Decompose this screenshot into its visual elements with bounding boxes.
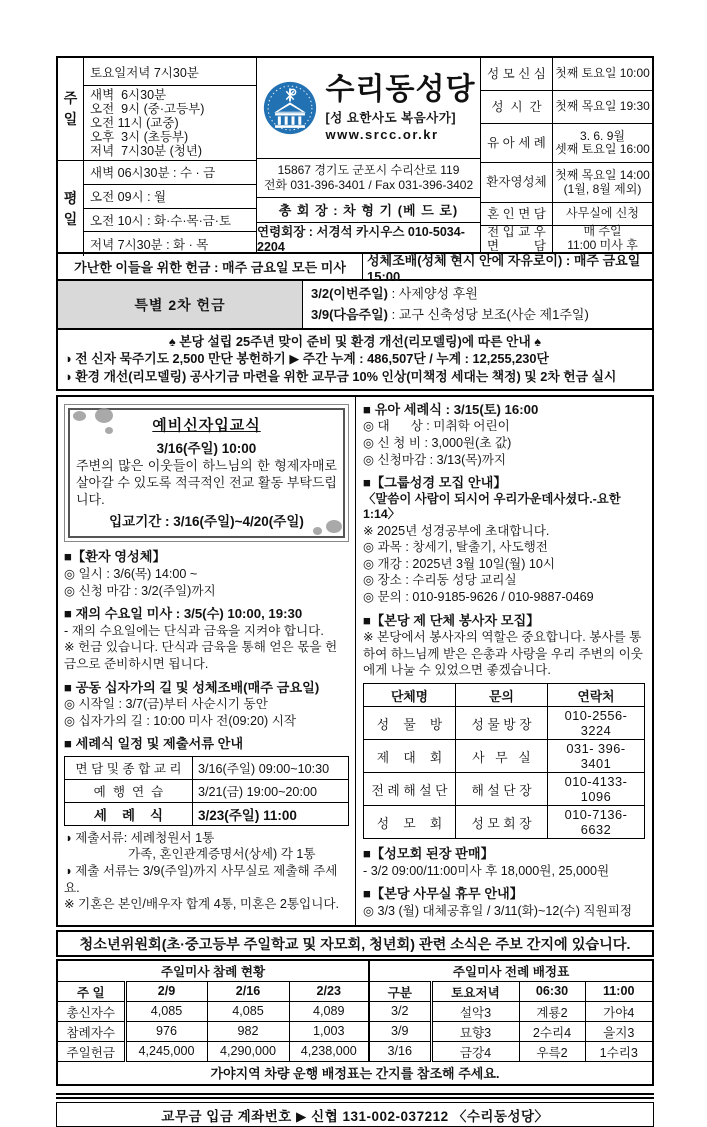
adoration-info: 성체조배(성체 현시 안에 자유로이) : 매주 금요일 15:00 <box>367 252 641 284</box>
volunteers-desc: ※ 본당에서 봉사자의 역할은 중요합니다. 봉사를 통하여 하느님께 받은 은총과 사랑을 우리 주변의 이웃에게 나눌 수 있었으면 좋겠습니다. <box>363 630 643 678</box>
schedule-row <box>481 203 652 226</box>
baptism-section <box>64 736 349 913</box>
table-row <box>364 707 645 740</box>
stats-header-row <box>57 981 653 1001</box>
weekday-label: 평일 <box>58 161 84 256</box>
purgatory-chairman: 연령회장 : 서경석 카시우스 010-5034-2204 <box>257 222 480 252</box>
baptism-row-value: 3/23(주일) 11:00 <box>193 802 349 825</box>
liturgy-title: 주일미사 전례 배정표 <box>369 960 653 981</box>
stations-section <box>64 680 349 730</box>
note-line: ◑ 제출 서류는 3/9(주일)까지 사무실로 제출해 주세요. <box>64 863 338 895</box>
infant-baptism-section <box>363 402 645 468</box>
section-line: ◎ 대 상 : 미취학 어린이 <box>363 419 510 434</box>
section-line: ◎ 신청 마감 : 3/2(주일)까지 <box>64 583 216 598</box>
contact-role: 성 물 방 장 <box>456 707 548 740</box>
stat-value: 4,245,000 <box>125 1041 207 1061</box>
bible-verse: 〈말씀이 사람이 되시어 우리가운데사셨다.-요한1:14〉 <box>363 491 621 522</box>
assignment-value: 가야4 <box>585 1001 653 1021</box>
assignment-value: 2수리4 <box>519 1021 585 1041</box>
double-rule-divider <box>56 1093 654 1099</box>
contact-phone: 010-7136-6632 <box>548 806 645 839</box>
column-header: 2/9 <box>125 981 207 1001</box>
stats-data-row <box>57 1041 653 1061</box>
shuttle-note: 가야지역 차량 운행 배정표는 간지를 참조해 주세요. <box>57 1061 653 1085</box>
schedule-value-line: 첫째 목요일 14:00 <box>555 167 650 182</box>
table-row <box>65 756 349 779</box>
church-name-block <box>326 74 476 143</box>
baptism-notes <box>64 830 349 913</box>
stats-title-row <box>57 960 653 981</box>
baptism-row-label: 세 례 식 <box>65 802 193 825</box>
table-header-row <box>364 684 645 707</box>
section-line: ◎ 과목 : 창세기, 탈출기, 사도행전 <box>363 540 548 555</box>
section-title: ■【성모회 된장 판매】 <box>363 846 494 861</box>
church-patron: [성 요한사도 복음사가] <box>325 111 456 126</box>
contact-phone: 010-2556-3224 <box>548 707 645 740</box>
mass-time-line: 오전 9시 (중·고등부) <box>90 102 205 116</box>
schedule-label: 성 시 간 <box>481 91 553 123</box>
church-name: 수리동성당 <box>325 72 476 106</box>
poor-offering: 가난한 이들을 위한 헌금 : 매주 금요일 모든 미사 <box>58 254 363 279</box>
column-header: 연락처 <box>548 684 645 707</box>
stats-note-row <box>57 1061 653 1085</box>
column-header: 11:00 <box>585 981 653 1001</box>
assignment-value: 계룡2 <box>519 1001 585 1021</box>
group-name: 전 례 해 설 단 <box>364 773 456 806</box>
column-header: 구분 <box>369 981 431 1001</box>
section-title: ■ 재의 수요일 미사 : 3/5(수) 10:00, 19:30 <box>64 606 303 622</box>
catechumen-datetime: 3/16(주일) 10:00 <box>156 440 257 456</box>
main-notices <box>56 395 654 927</box>
church-address-block <box>257 158 480 197</box>
group-name: 제 대 회 <box>364 740 456 773</box>
stat-value: 4,085 <box>125 1001 207 1021</box>
soybean-sale-section <box>363 846 645 879</box>
section-title: ■ 유아 세례식 : 3/15(토) 16:00 <box>363 401 539 417</box>
decorative-blob-icon <box>105 427 113 434</box>
catechumen-period: 입교기간 : 3/16(주일)~4/20(주일) <box>109 514 304 530</box>
section-line: ◎ 신청마감 : 3/13(목)까지 <box>363 452 507 467</box>
offering-row <box>56 252 654 284</box>
catechumen-box <box>64 404 349 543</box>
column-header: 단체명 <box>364 684 456 707</box>
section-title: ■【환자 영성체】 <box>64 549 166 565</box>
schedule-label: 혼 인 면 담 <box>481 203 553 225</box>
baptism-row-value: 3/21(금) 19:00~20:00 <box>193 779 349 802</box>
youth-committee-band: 청소년위원회(초·중고등부 주일학교 및 자모회, 청년회) 관련 소식은 주보 간지에 있습니다. <box>56 930 654 957</box>
column-header: 2/23 <box>289 981 369 1001</box>
stats-data-row <box>57 1001 653 1021</box>
special-offering-row <box>56 281 654 330</box>
mass-time-line: 저녁 7시30분 (청년) <box>90 144 203 158</box>
catechumen-title: 예비신자입교식 <box>152 416 261 434</box>
stat-value: 4,290,000 <box>207 1041 289 1061</box>
anniversary-line: ◑ 환경 개선(리모델링) 공사기금 마련을 위한 교무금 10% 인상(미책정 세대는 책정) 및 2차 헌금 실시 <box>64 368 617 384</box>
stat-value: 1,003 <box>289 1021 369 1041</box>
schedule-value-line: 매 주일 <box>583 224 622 239</box>
baptism-row-label: 면 담 및 종 합 교 리 <box>65 756 193 779</box>
schedule-value-line: (1월, 8월 제외) <box>563 181 642 196</box>
weekday-mass-row: 오전 09시 : 월 <box>84 185 256 209</box>
contact-role: 성 모 회 장 <box>456 806 548 839</box>
contact-phone: 010-4133-1096 <box>548 773 645 806</box>
stats-tables <box>56 959 654 1086</box>
schedule-value <box>553 124 652 162</box>
schedule-label-line: 전 입 교 우 <box>487 224 546 239</box>
baptism-row-value: 3/16(주일) 09:00~10:30 <box>193 756 349 779</box>
table-row <box>65 779 349 802</box>
church-website: www.srcc.or.kr <box>325 127 439 143</box>
stat-value: 976 <box>125 1021 207 1041</box>
column-header: 2/16 <box>207 981 289 1001</box>
mass-time-line: 오후 3시 (초등부) <box>90 130 189 144</box>
schedule-value: 첫째 토요일 10:00 <box>555 66 650 81</box>
section-line: ◎ 개강 : 2025년 3월 10일(월) 10시 <box>363 556 556 571</box>
section-title: ■ 공동 십자가의 길 및 성체조배(매주 금요일) <box>64 679 320 695</box>
row-label: 3/9 <box>369 1021 431 1041</box>
decorative-blob-icon <box>73 411 86 421</box>
schedule-row <box>481 91 652 124</box>
church-address: 15867 경기도 군포시 수리산로 119 <box>277 163 460 178</box>
group-name: 성 물 방 <box>364 707 456 740</box>
header-table <box>56 56 654 254</box>
devotions-column <box>481 58 652 252</box>
schedule-value <box>553 163 652 201</box>
church-identity <box>257 58 480 158</box>
anniversary-line: ◑ 전 신자 묵주기도 2,500 만단 봉헌하기 ▶ 주간 누계 : 486,507단 / 누계 : 12,255,230단 <box>64 351 549 367</box>
weekday-mass-row: 새벽 06시30분 : 수 · 금 <box>84 161 256 185</box>
section-line: ※ 2025년 성경공부에 초대합니다. <box>363 523 550 538</box>
section-line: ◎ 시작일 : 3/7(금)부터 사순시기 동안 <box>64 697 268 712</box>
row-label: 3/2 <box>369 1001 431 1021</box>
stat-value: 982 <box>207 1021 289 1041</box>
schedule-label-line: 면 담 <box>487 238 546 253</box>
note-line: ※ 기혼은 본인/배우자 합계 4통, 미혼은 2통입니다. <box>64 897 340 912</box>
offering-desc: : 교구 신축성당 보조(사순 제1주일) <box>387 306 589 322</box>
special-offering-line <box>311 305 644 325</box>
column-header: 문의 <box>456 684 548 707</box>
group-name: 성 모 회 <box>364 806 456 839</box>
baptism-row-label: 예 행 연 습 <box>65 779 193 802</box>
offering-desc: : 사제양성 후원 <box>387 286 478 302</box>
assignment-value: 1수리3 <box>585 1041 653 1061</box>
row-label: 주일헌금 <box>57 1041 125 1061</box>
bulletin-page <box>56 56 654 1127</box>
volunteers-section <box>363 613 645 839</box>
schedule-label: 유 아 세 례 <box>481 124 553 162</box>
section-line: ◎ 신 청 비 : 3,000원(초 값) <box>363 435 512 450</box>
stat-value: 4,085 <box>207 1001 289 1021</box>
section-title: ■【본당 사무실 휴무 안내】 <box>363 886 523 902</box>
anniversary-title: ♠ 본당 설립 25주년 맞이 준비 및 환경 개선(리모델링)에 따른 안내 ♠ <box>168 334 542 349</box>
weekday-mass-row: 저녁 7시30분 : 화 · 목 <box>90 238 209 253</box>
baptism-schedule-table <box>64 756 349 826</box>
assignment-value: 을지3 <box>585 1021 653 1041</box>
table-row <box>364 806 645 839</box>
weekday-mass-group <box>58 160 256 256</box>
mass-time-line: 새벽 6시30분 <box>90 88 167 102</box>
section-line: ◎ 문의 : 010-9185-9626 / 010-9887-0469 <box>363 590 594 605</box>
schedule-row <box>481 58 652 91</box>
saturday-evening-mass: 토요일저녁 7시30분 <box>84 58 256 86</box>
table-row <box>65 802 349 825</box>
offering-date: 3/9(다음주일) <box>311 306 388 322</box>
volunteers-table <box>363 683 645 839</box>
assignment-value: 설악3 <box>431 1001 519 1021</box>
schedule-label <box>481 226 553 252</box>
schedule-label: 성 모 신 심 <box>481 58 553 90</box>
schedule-value-line: 셋째 토요일 16:00 <box>555 142 650 157</box>
section-title: ■【그룹성경 모집 안내】 <box>363 475 507 491</box>
office-closed-section <box>363 886 645 919</box>
schedule-value <box>553 226 652 252</box>
church-logo-icon <box>262 80 318 136</box>
column-header: 토요저녁 <box>431 981 519 1001</box>
schedule-value-line: 3. 6. 9월 <box>580 128 625 143</box>
section-title: ■【본당 제 단체 봉사자 모집】 <box>363 612 540 628</box>
sick-communion-section <box>64 549 349 599</box>
section-line: - 재의 수요일에는 단식과 금육을 지켜야 합니다. <box>64 623 324 638</box>
special-offering-title: 특별 2차 헌금 <box>58 281 303 328</box>
section-line: ◎ 십자가의 길 : 10:00 미사 전(09:20) 시작 <box>64 713 297 728</box>
special-offering-body <box>303 281 652 328</box>
stats-data-row <box>57 1021 653 1041</box>
mass-time-line: 오전 11시 (교중) <box>90 116 179 130</box>
stat-value: 4,238,000 <box>289 1041 369 1061</box>
mass-times-column <box>58 58 256 252</box>
left-column <box>58 397 356 925</box>
special-offering-line <box>311 284 644 304</box>
contact-role: 사 무 실 <box>456 740 548 773</box>
assignment-value: 금강4 <box>431 1041 519 1061</box>
bible-group-section <box>363 475 645 606</box>
stat-value: 4,089 <box>289 1001 369 1021</box>
weekday-mass-row: 오전 10시 : 화·수·목·금·토 <box>84 209 256 233</box>
account-footer: 교무금 입금 계좌번호 ▶ 신협 131-002-037212 〈수리동성당〉 <box>56 1102 654 1127</box>
row-label: 총신자수 <box>57 1001 125 1021</box>
assignment-value: 묘향3 <box>431 1021 519 1041</box>
sunday-label: 주일 <box>58 58 84 160</box>
church-phone-fax: 전화 031-396-3401 / Fax 031-396-3402 <box>263 177 474 192</box>
section-line: ◎ 장소 : 수리동 성당 교리실 <box>363 573 517 588</box>
schedule-row <box>481 226 652 252</box>
column-header: 06:30 <box>519 981 585 1001</box>
anniversary-notice <box>56 330 654 391</box>
row-label: 3/16 <box>369 1041 431 1061</box>
contact-role: 해 설 단 장 <box>456 773 548 806</box>
ash-wednesday-section <box>64 606 349 672</box>
schedule-value-line: 11:00 미사 후 <box>567 237 638 252</box>
schedule-row <box>481 163 652 202</box>
schedule-row <box>481 124 652 163</box>
schedule-value: 첫째 목요일 19:30 <box>555 99 650 114</box>
section-line: ◎ 3/3 (월) 대체공휴일 / 3/11(화)~12(수) 직원피정 <box>363 903 633 918</box>
church-info-column <box>256 58 481 252</box>
row-label: 참례자수 <box>57 1021 125 1041</box>
section-line: ※ 헌금 있습니다. 단식과 금육을 통해 얻은 몫을 헌금으로 준비하시면 됩니다. <box>64 640 338 671</box>
catechumen-body: 주변의 많은 이웃들이 하느님의 한 형제자매로 살아갈 수 있도록 적극적인 전교 활동 부탁드립니다. <box>76 457 337 507</box>
section-line: ◎ 일시 : 3/6(목) 14:00 ~ <box>64 566 198 581</box>
assignment-value: 우륵2 <box>519 1041 585 1061</box>
decorative-blob-icon <box>95 408 113 423</box>
attendance-title: 주일미사 참례 현황 <box>57 960 369 981</box>
sunday-mass-times <box>84 86 256 160</box>
section-title: ■ 세례식 일정 및 제출서류 안내 <box>64 736 244 752</box>
sunday-mass-group <box>58 58 256 160</box>
table-row <box>364 773 645 806</box>
offering-date: 3/2(이번주일) <box>311 286 388 302</box>
schedule-value: 사무실에 신청 <box>566 205 639 220</box>
general-chairman: 총 회 장 : 차 형 기 (베 드 로) <box>257 197 480 222</box>
section-line: - 3/2 09:00/11:00미사 후 18,000원, 25,000원 <box>363 863 610 878</box>
column-header: 주 일 <box>57 981 125 1001</box>
schedule-label: 환자영성체 <box>481 163 553 201</box>
right-column <box>356 397 652 925</box>
contact-phone: 031- 396-3401 <box>548 740 645 773</box>
note-line: 가족, 혼인관계증명서(상세) 각 1통 <box>128 847 316 862</box>
table-row <box>364 740 645 773</box>
note-line: ◑ 제출서류: 세례청원서 1통 <box>64 830 215 845</box>
